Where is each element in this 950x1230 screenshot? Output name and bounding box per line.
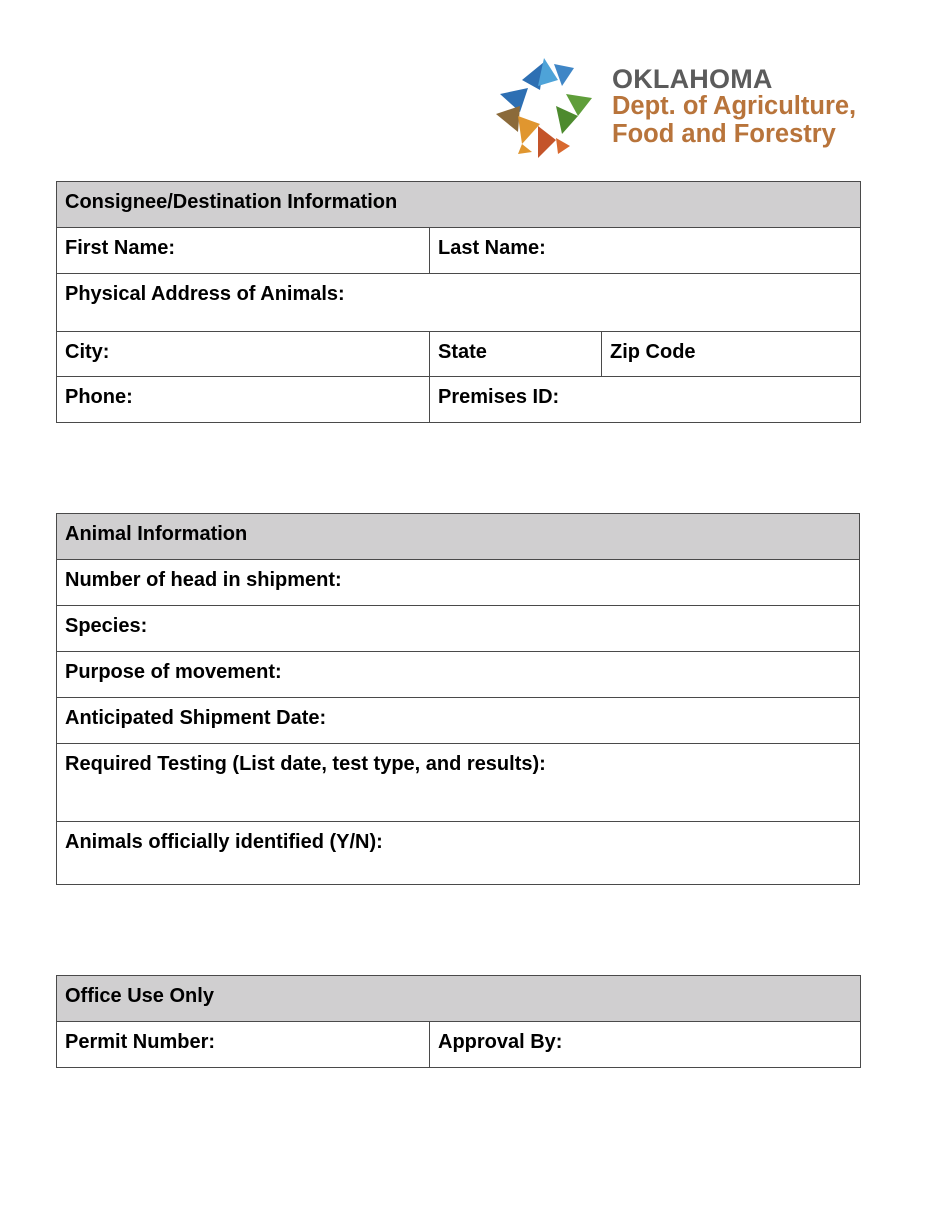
office-use-table bbox=[56, 975, 861, 1068]
consignee-table bbox=[56, 181, 861, 423]
logo-dept-line1: Dept. of Agriculture, bbox=[612, 92, 857, 120]
anticipated-shipment-date-field[interactable]: Anticipated Shipment Date: bbox=[57, 698, 860, 744]
city-field[interactable]: City: bbox=[57, 332, 430, 377]
animal-section-title: Animal Information bbox=[57, 514, 860, 560]
zip-code-field[interactable]: Zip Code bbox=[602, 332, 861, 377]
logo-dept-line2: Food and Forestry bbox=[612, 120, 836, 148]
state-field[interactable]: State bbox=[430, 332, 602, 377]
species-field[interactable]: Species: bbox=[57, 606, 860, 652]
first-name-field[interactable]: First Name: bbox=[57, 228, 430, 274]
officially-identified-field[interactable]: Animals officially identified (Y/N): bbox=[57, 822, 860, 885]
phone-field[interactable]: Phone: bbox=[57, 377, 430, 423]
consignee-section-title: Consignee/Destination Information bbox=[57, 182, 861, 228]
approval-by-field[interactable]: Approval By: bbox=[430, 1022, 861, 1068]
physical-address-field[interactable]: Physical Address of Animals: bbox=[57, 274, 861, 332]
permit-number-field[interactable]: Permit Number: bbox=[57, 1022, 430, 1068]
number-of-head-field[interactable]: Number of head in shipment: bbox=[57, 560, 860, 606]
star-emblem-icon bbox=[492, 54, 602, 162]
purpose-of-movement-field[interactable]: Purpose of movement: bbox=[57, 652, 860, 698]
odaff-logo bbox=[492, 52, 902, 162]
premises-id-field[interactable]: Premises ID: bbox=[430, 377, 861, 423]
office-section-title: Office Use Only bbox=[57, 976, 861, 1022]
last-name-field[interactable]: Last Name: bbox=[430, 228, 861, 274]
logo-state-name: OKLAHOMA bbox=[612, 64, 773, 94]
animal-table bbox=[56, 513, 860, 885]
required-testing-field[interactable]: Required Testing (List date, test type, and results): bbox=[57, 744, 860, 822]
